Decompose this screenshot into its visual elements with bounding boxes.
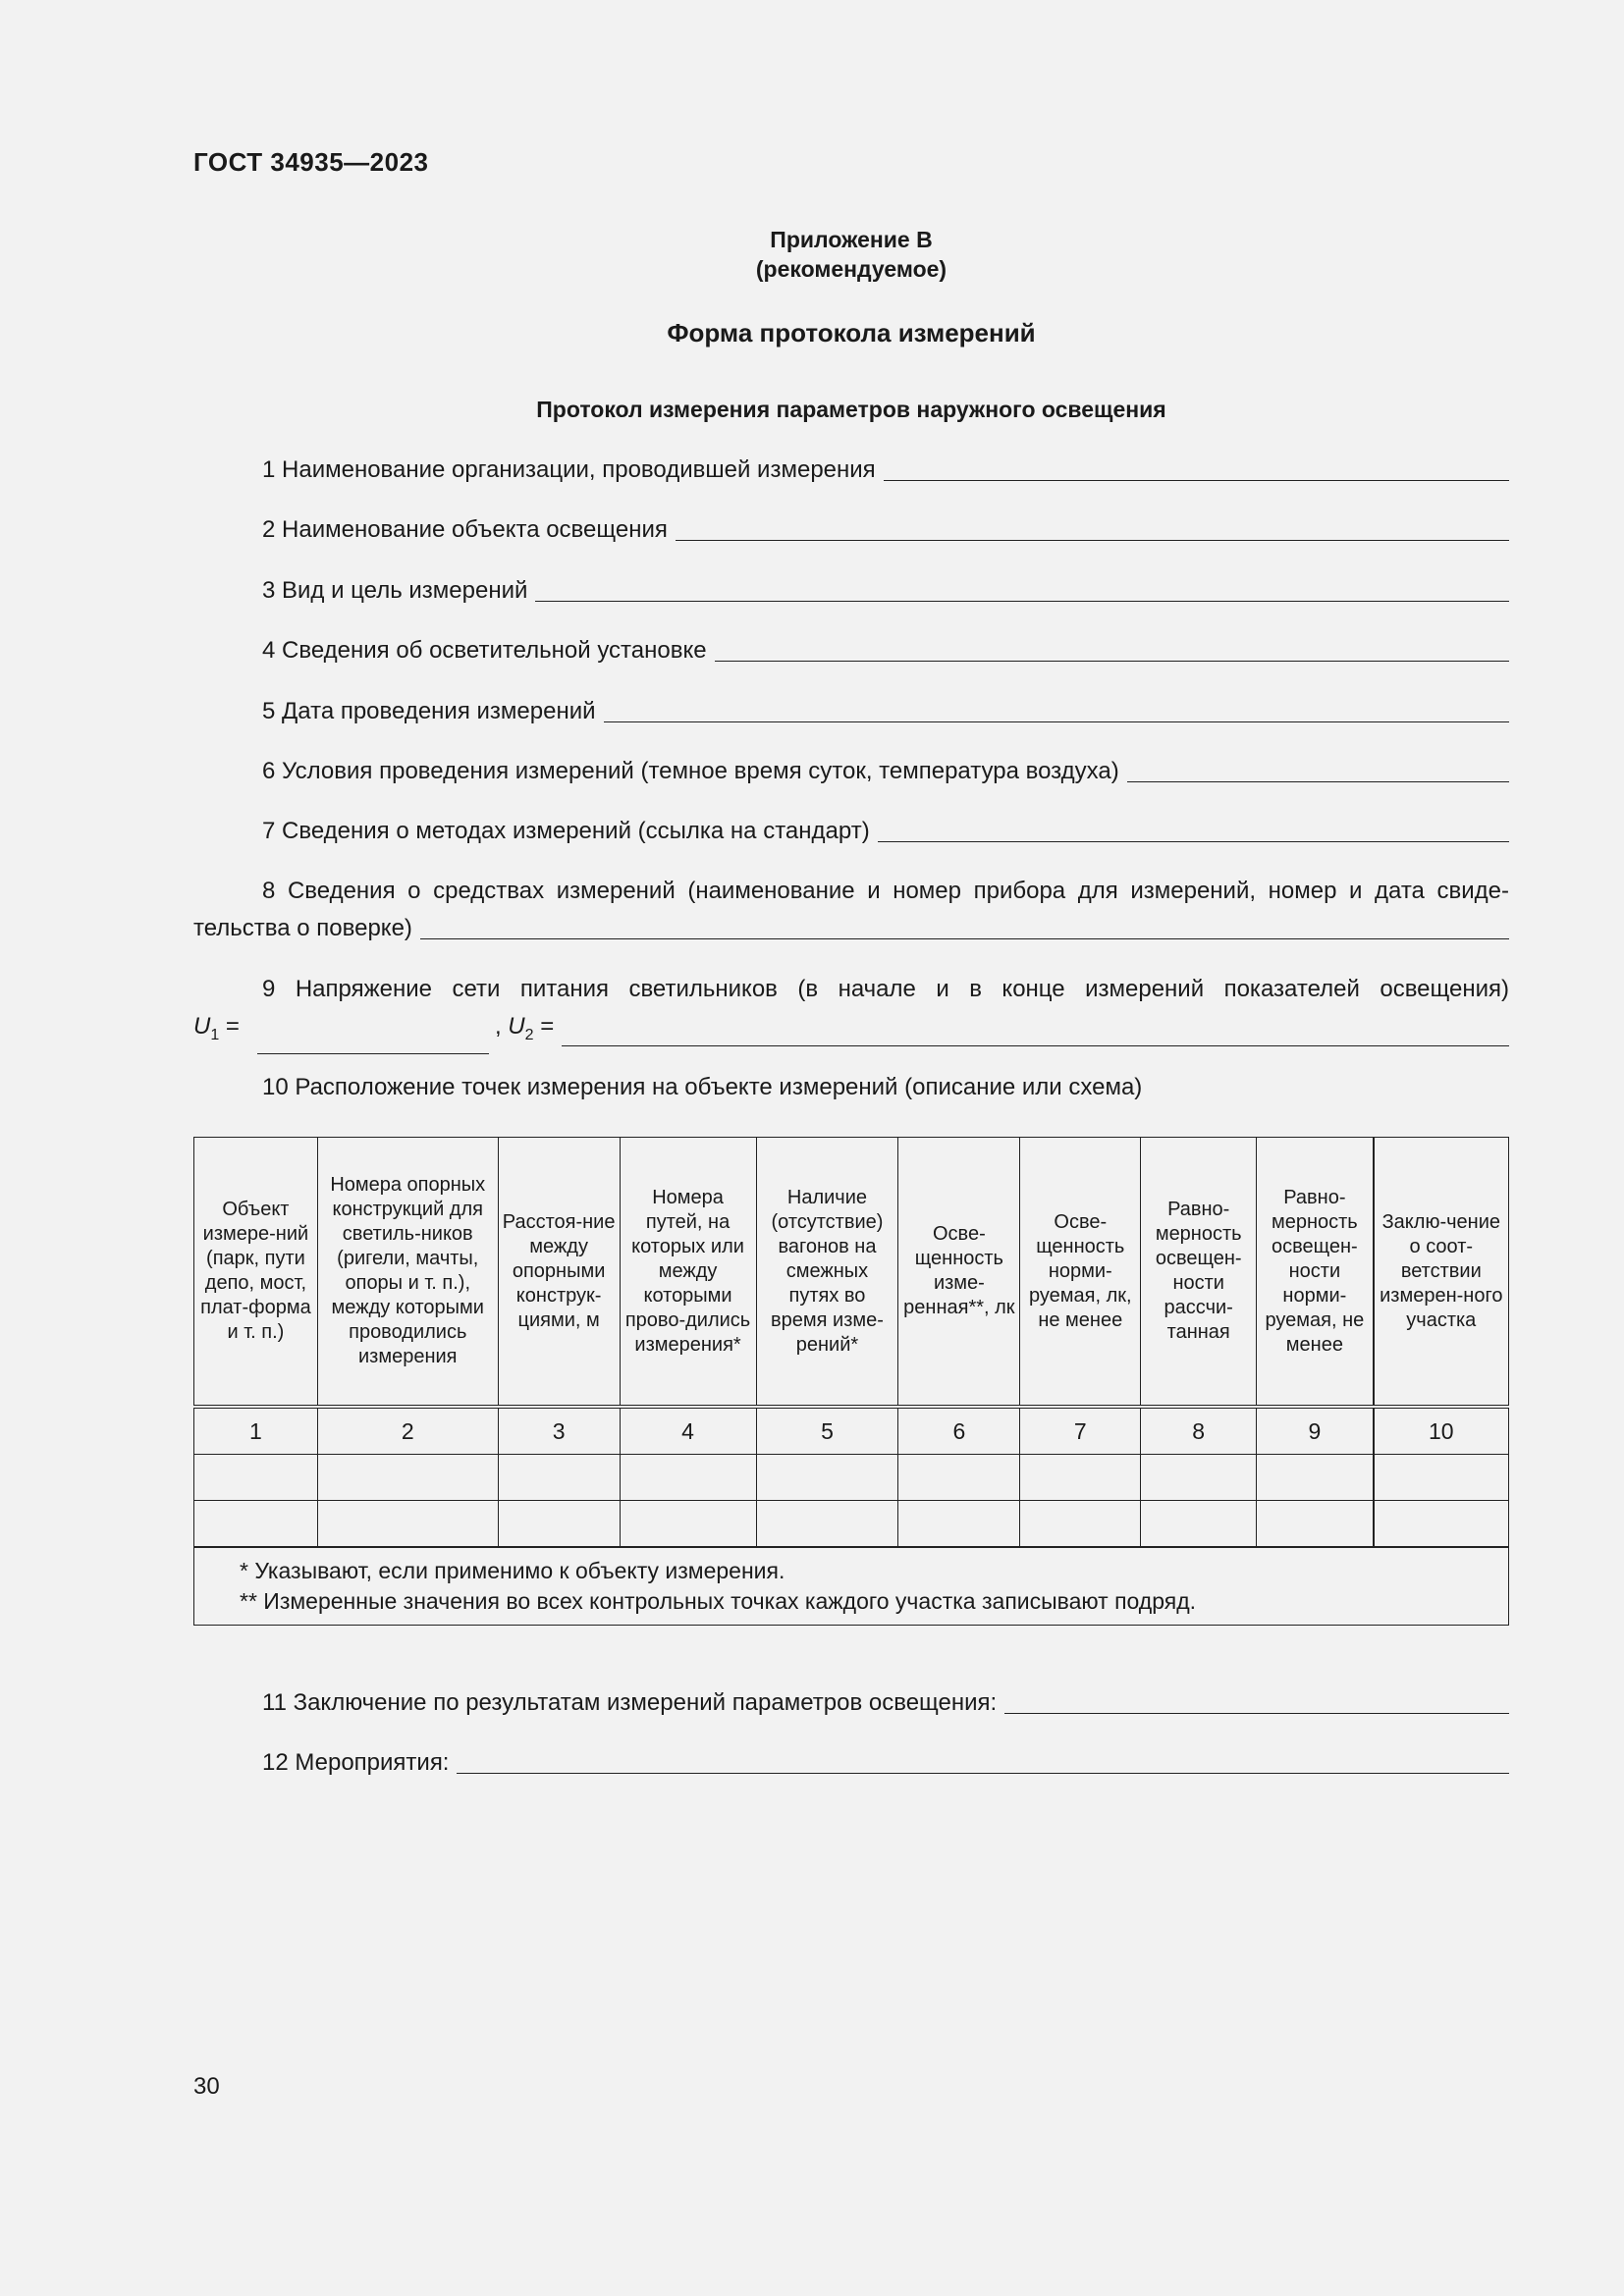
table-cell[interactable]: [498, 1455, 620, 1501]
item-5-field[interactable]: [604, 696, 1509, 722]
item-8: [193, 873, 1509, 947]
item-8-label: тельства о поверке): [193, 915, 412, 941]
item-9: [193, 971, 1509, 1054]
item-11: [193, 1684, 1509, 1722]
item-6-label: 6 Условия проведения измерений (темное время суток, температура воздуха): [262, 758, 1119, 784]
col-header-distance: Расстоя-ние между опорными конструк-циями, м: [498, 1138, 620, 1408]
item-7-label: 7 Сведения о методах измерений (ссылка на стандарт): [262, 818, 870, 844]
table-cell[interactable]: [317, 1501, 498, 1548]
item-8-field[interactable]: [420, 913, 1509, 939]
form-title: Форма протокола измерений: [667, 318, 1036, 347]
item-6-field[interactable]: [1127, 756, 1509, 782]
table-header-row: [194, 1138, 1509, 1408]
table-cell[interactable]: [898, 1501, 1020, 1548]
col-header-uniformity-calculated: Равно-мерность освещен-ности рассчи-танная: [1141, 1138, 1257, 1408]
item-7-field[interactable]: [878, 816, 1509, 842]
col-number: 3: [498, 1407, 620, 1455]
item-12-field[interactable]: [457, 1747, 1509, 1774]
col-number: 7: [1020, 1407, 1141, 1455]
appendix-title: Приложение В: [770, 227, 933, 252]
item-3: [193, 572, 1509, 610]
table-cell[interactable]: [1257, 1501, 1374, 1548]
item-11-field[interactable]: [1004, 1687, 1509, 1714]
item-1-field[interactable]: [884, 454, 1509, 481]
table-cell[interactable]: [1374, 1501, 1509, 1548]
u1-field[interactable]: [257, 1028, 489, 1054]
col-number: 5: [756, 1407, 898, 1455]
col-number: 6: [898, 1407, 1020, 1455]
item-4: [193, 632, 1509, 669]
table-cell[interactable]: [756, 1455, 898, 1501]
item-4-label: 4 Сведения об осветительной установке: [262, 637, 707, 664]
table-row: [194, 1501, 1509, 1548]
table-cell[interactable]: [620, 1455, 756, 1501]
item-12: [193, 1744, 1509, 1782]
item-5: [193, 693, 1509, 730]
item-10-label: 10 Расположение точек измерения на объекте измерений (описание или схема): [262, 1074, 1143, 1100]
item-2-label: 2 Наименование объекта освещения: [262, 516, 668, 543]
table-notes-row: [194, 1547, 1509, 1626]
col-number: 8: [1141, 1407, 1257, 1455]
measurement-table: [193, 1137, 1509, 1626]
table-notes: [194, 1547, 1509, 1626]
item-10: [193, 1069, 1509, 1106]
footnote-2: ** Измеренные значения во всех контрольных точках каждого участка записывают подряд.: [240, 1588, 1197, 1614]
table-cell[interactable]: [317, 1455, 498, 1501]
table-cell[interactable]: [620, 1501, 756, 1548]
table-cell[interactable]: [1374, 1455, 1509, 1501]
document-code: ГОСТ 34935—2023: [193, 147, 429, 177]
table-cell[interactable]: [1020, 1501, 1141, 1548]
item-7: [193, 813, 1509, 850]
col-number: 4: [620, 1407, 756, 1455]
item-1-label: 1 Наименование организации, проводившей измерения: [262, 456, 876, 483]
u2-label: , $U_2$ =: [494, 1013, 555, 1043]
table-cell[interactable]: [1020, 1455, 1141, 1501]
col-header-wagons: Наличие (отсутствие) вагонов на смежных путях во время изме-рений*: [756, 1138, 898, 1408]
col-header-conclusion: Заклю-чение о соот-ветствии измерен-ного участка: [1374, 1138, 1509, 1408]
col-header-track-numbers: Номера путей, на которых или между которыми прово-дились измерения*: [620, 1138, 756, 1408]
item-1: [193, 452, 1509, 489]
col-number: 2: [317, 1407, 498, 1455]
item-6: [193, 753, 1509, 790]
table-cell[interactable]: [898, 1455, 1020, 1501]
item-11-label: 11 Заключение по результатам измерений параметров освещения:: [262, 1689, 998, 1716]
item-12-label: 12 Мероприятия:: [262, 1749, 450, 1776]
col-number: 9: [1257, 1407, 1374, 1455]
col-number: 10: [1374, 1407, 1509, 1455]
table-cell[interactable]: [194, 1455, 318, 1501]
item-3-label: 3 Вид и цель измерений: [262, 577, 528, 604]
page-number: 30: [193, 2073, 220, 2100]
col-header-object: Объект измере-ний (парк, пути депо, мост, плат-форма и т. п.): [194, 1138, 318, 1408]
col-header-illuminance-normative: Осве-щенность норми-руемая, лк, не менее: [1020, 1138, 1141, 1408]
col-header-uniformity-normative: Равно-мерность освещен-ности норми-руемая, не менее: [1257, 1138, 1374, 1408]
table-cell[interactable]: [1141, 1501, 1257, 1548]
table-cell[interactable]: [756, 1501, 898, 1548]
table-cell[interactable]: [194, 1501, 318, 1548]
item-4-field[interactable]: [715, 635, 1509, 662]
table-number-row: [194, 1407, 1509, 1455]
u1-label: $U_1$ =: [193, 1013, 240, 1043]
protocol-title: Протокол измерения параметров наружного освещения: [536, 397, 1166, 422]
u2-field[interactable]: [562, 1020, 1509, 1046]
item-2-field[interactable]: [676, 514, 1509, 541]
item-2: [193, 511, 1509, 549]
item-3-field[interactable]: [535, 575, 1509, 602]
table-cell[interactable]: [498, 1501, 620, 1548]
item-8-line1: 8 Сведения о средствах измерений (наименование и номер прибора для измерений, номер и дата свиде-: [262, 878, 1509, 904]
col-header-illuminance-measured: Осве-щенность изме-ренная**, лк: [898, 1138, 1020, 1408]
col-number: 1: [194, 1407, 318, 1455]
footnote-1: * Указывают, если применимо к объекту измерения.: [240, 1558, 785, 1583]
appendix-subtitle: (рекомендуемое): [755, 256, 947, 282]
item-9-line1: 9 Напряжение сети питания светильников (в начале и в конце измерений показателей освещения): [262, 976, 1509, 1002]
table-cell[interactable]: [1141, 1455, 1257, 1501]
table-row: [194, 1455, 1509, 1501]
col-header-support-numbers: Номера опорных конструкций для светиль-ников (ригели, мачты, опоры и т. п.), между которыми проводились измерения: [317, 1138, 498, 1408]
item-5-label: 5 Дата проведения измерений: [262, 698, 596, 724]
table-cell[interactable]: [1257, 1455, 1374, 1501]
